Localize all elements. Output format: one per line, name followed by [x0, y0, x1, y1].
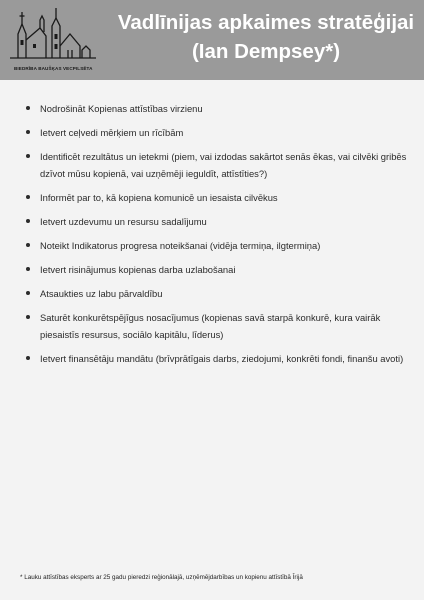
list-item-text: Informēt par to, kā kopiena komunicē un iesaista cilvēkus [40, 192, 278, 203]
bullet-icon [26, 267, 30, 271]
list-item-text: Identificēt rezultātus un ietekmi (piem, vai izdodas sakārtot senās ēkas, vai cilvēki gribēs dzīvot mūsu kopienā, vai uzņēmēji ieguldīt, attīstīties?) [40, 151, 407, 179]
bullet-icon [26, 130, 30, 134]
list-item [22, 213, 408, 230]
bullet-icon [26, 315, 30, 319]
bullet-icon [26, 195, 30, 199]
logo-caption: BIEDRĪBA BAUŠĶAS VECPILSĒTA [14, 66, 93, 71]
list-item-text: Saturēt konkurētspējīgus nosacījumus (kopienas savā starpā konkurē, kura vairāk piesaistīs resursus, sociālo kapitālu, līderus) [40, 312, 381, 340]
list-item-text: Ietvert ceļvedi mērķiem un rīcībām [40, 127, 184, 138]
bullet-icon [26, 356, 30, 360]
bullet-icon [26, 243, 30, 247]
bullet-icon [26, 106, 30, 110]
list-item [22, 261, 408, 278]
bullet-icon [26, 291, 30, 295]
page-title: Vadlīnijas apkaimes stratēģijai (Ian Dempsey*) [117, 11, 415, 63]
list-item-text: Ietvert risinājumus kopienas darba uzlabošanai [40, 264, 236, 275]
old-town-skyline-icon [6, 6, 102, 62]
list-item [22, 124, 408, 141]
list-item [22, 189, 408, 206]
list-item [22, 237, 408, 254]
bullet-icon [26, 219, 30, 223]
list-item [22, 100, 408, 117]
bullet-icon [26, 154, 30, 158]
list-item-text: Ietvert finansētāju mandātu (brīvprātīgais darbs, ziedojumi, konkrēti fondi, finanšu avoti) [40, 353, 404, 364]
footnote: * Lauku attīstības eksperts ar 25 gadu pieredzi reģionālajā, uzņēmējdarbības un kopienu attīstībā Īrijā [20, 574, 303, 581]
list-item-text: Atsaukties uz labu pārvaldību [40, 288, 163, 299]
list-item [22, 350, 408, 367]
guidelines-list [22, 100, 408, 367]
guidelines-content [22, 100, 408, 374]
header-bar [0, 0, 424, 80]
list-item [22, 309, 408, 343]
list-item-text: Noteikt Indikatorus progresa noteikšanai (vidēja termiņa, ilgtermiņa) [40, 240, 321, 251]
old-town-logo [6, 6, 102, 71]
list-item [22, 285, 408, 302]
list-item-text: Nodrošināt Kopienas attīstības virzienu [40, 103, 203, 114]
list-item-text: Ietvert uzdevumu un resursu sadalījumu [40, 216, 207, 227]
list-item [22, 148, 408, 182]
